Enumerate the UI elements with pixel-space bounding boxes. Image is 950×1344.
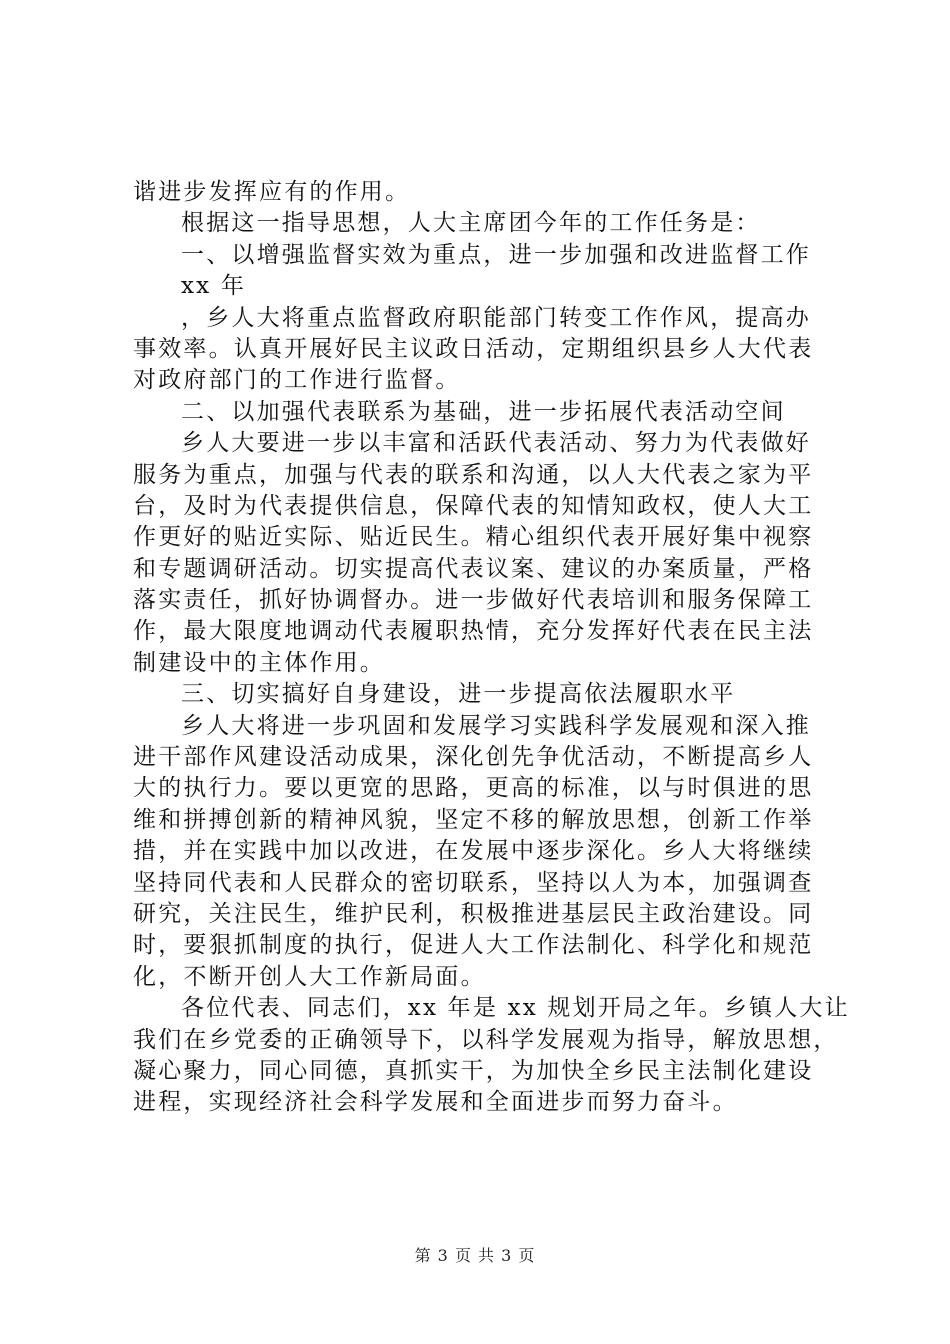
document-body [133,177,853,1119]
text-line: 进程，实现经济社会科学发展和全面进步而努力奋斗。 [133,1089,738,1116]
text-line: 我们在乡党委的正确领导下，以科学发展观为指导，解放思想， [133,1026,839,1053]
text-line: 制建设中的主体作用。 [133,649,385,676]
text-line: 事效率。认真开展好民主议政日活动，定期组织县乡人大代表 [133,335,814,362]
text-line: 维和拼搏创新的精神风貌，坚定不移的解放思想，创新工作举 [133,806,814,833]
text-line: 化，不断开创人大工作新局面。 [133,963,486,990]
text-line: 二、以加强代表联系为基础，进一步拓展代表活动空间 [181,398,786,425]
page-footer: 第 3 页 共 3 页 [414,1246,536,1265]
text-line: 和专题调研活动。切实提高代表议案、建议的办案质量，严格 [133,555,814,582]
text-line: 坚持同代表和人民群众的密切联系，坚持以人为本，加强调查 [133,869,814,896]
text-line: ，乡人大将重点监督政府职能部门转变工作作风，提高办 [181,304,811,331]
text-line: 作，最大限度地调动代表履职热情，充分发挥好代表在民主法 [133,618,814,645]
text-line: 根据这一指导思想，人大主席团今年的工作任务是： [181,210,761,237]
text-line: 研究，关注民生，维护民利，积极推进基层民主政治建设。同 [133,900,814,927]
text-line: 措，并在实践中加以改进，在发展中逐步深化。乡人大将继续 [133,838,814,865]
text-line: 三、切实搞好自身建设，进一步提高依法履职水平 [181,681,736,708]
text-line: 落实责任，抓好协调督办。进一步做好代表培训和服务保障工 [133,587,814,614]
text-line: 大的执行力。要以更宽的思路，更高的标准，以与时俱进的思 [133,775,814,802]
text-line: 对政府部门的工作进行监督。 [133,367,461,394]
text-line: 时，要狠抓制度的执行，促进人大工作法制化、科学化和规范 [133,932,814,959]
text-line: 服务为重点，加强与代表的联系和沟通，以人大代表之家为平 [133,461,814,488]
text-line: 乡人大要进一步以丰富和活跃代表活动、努力为代表做好 [181,430,811,457]
text-line: 各位代表、同志们，xx 年是 xx 规划开局之年。乡镇人大让 [181,995,850,1022]
text-line: xx 年 [181,273,247,300]
text-line: 凝心聚力，同心同德，真抓实干，为加快全乡民主法制化建设 [133,1057,814,1084]
text-line: 台，及时为代表提供信息，保障代表的知情知政权，使人大工 [133,492,814,519]
text-line: 谐进步发挥应有的作用。 [133,179,411,205]
text-line: 乡人大将进一步巩固和发展学习实践科学发展观和深入推 [181,712,811,739]
text-line: 作更好的贴近实际、贴近民生。精心组织代表开展好集中视察 [133,524,814,551]
text-line: 一、以增强监督实效为重点，进一步加强和改进监督工作 [181,241,811,268]
text-line: 进干部作风建设活动成果，深化创先争优活动，不断提高乡人 [133,744,814,771]
